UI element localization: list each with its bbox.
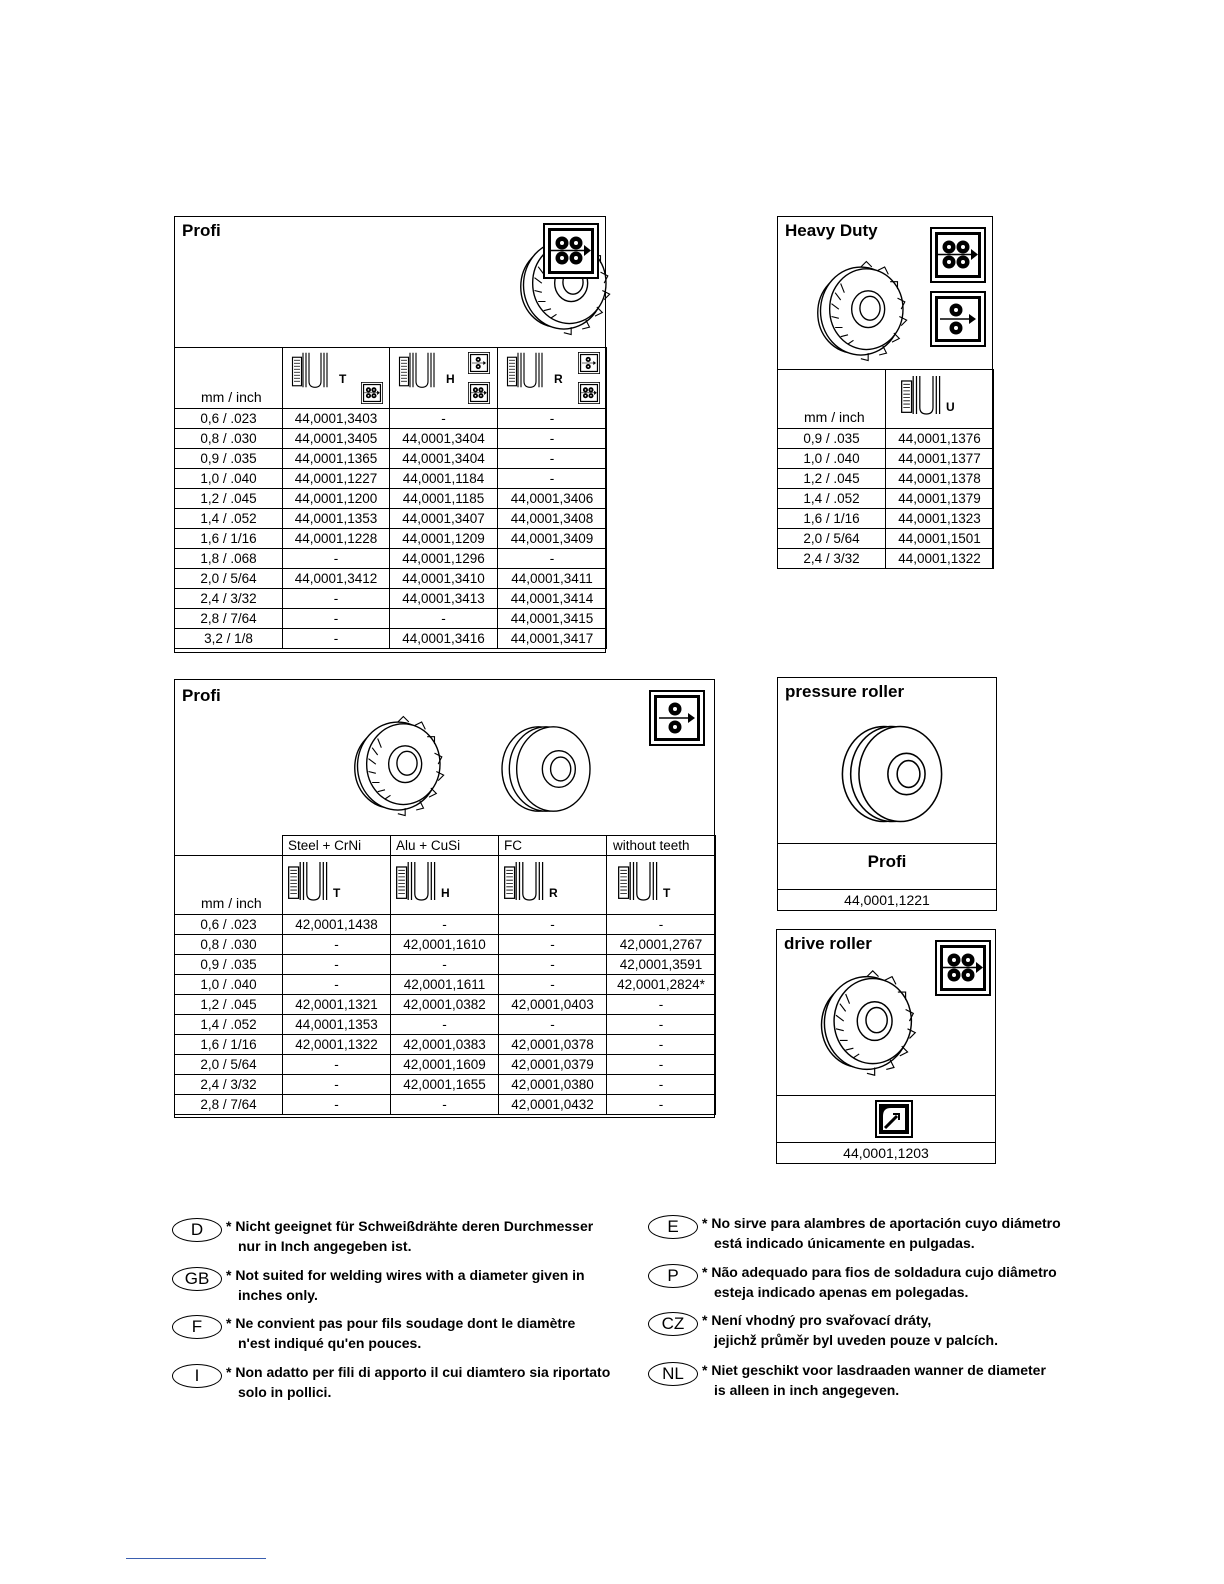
part-number-cell: 44,0001,3415	[498, 609, 607, 629]
part-number-cell: 42,0001,0432	[499, 1095, 607, 1115]
part-number-cell: 44,0001,1322	[886, 549, 994, 569]
groove-u-header: U	[886, 370, 994, 429]
part-number-cell: 42,0001,2767	[607, 935, 716, 955]
pressure-roller-name: Profi	[867, 852, 907, 871]
language-code-badge: GB	[172, 1267, 222, 1291]
part-number-cell: 42,0001,1322	[283, 1035, 391, 1055]
wire-feed-icon	[875, 1100, 913, 1138]
part-number-cell: -	[498, 449, 607, 469]
part-number-cell: 44,0001,3411	[498, 569, 607, 589]
groove-t-no-teeth-icon	[617, 860, 683, 902]
diameter-cell: 0,6 / .023	[175, 915, 283, 935]
profi-bottom-table	[174, 835, 716, 1115]
part-number-cell: 44,0001,1296	[390, 549, 498, 569]
table-row	[175, 1075, 716, 1095]
mm-inch-header: mm / inch	[175, 348, 283, 409]
mm-inch-header: mm / inch	[778, 370, 886, 429]
part-number-cell: 44,0001,3407	[390, 509, 498, 529]
table-row	[175, 509, 607, 529]
part-number-cell: 44,0001,1228	[283, 529, 390, 549]
part-number-cell: 44,0001,1379	[886, 489, 994, 509]
table-row	[175, 469, 607, 489]
table-row	[778, 489, 994, 509]
part-number-cell: -	[391, 915, 499, 935]
part-number-cell: 42,0001,1611	[391, 975, 499, 995]
note-line-2: is alleen in inch angegeven.	[714, 1382, 900, 1398]
part-number-cell: 44,0001,3406	[498, 489, 607, 509]
note-text	[226, 1313, 575, 1353]
part-number-cell: 42,0001,1438	[283, 915, 391, 935]
part-number-cell: -	[283, 935, 391, 955]
four-roll-drive-icon	[930, 227, 986, 283]
two-roll-drive-icon	[930, 291, 986, 347]
part-number-cell: -	[283, 609, 390, 629]
four-roll-icon	[468, 382, 490, 404]
diameter-cell: 1,6 / 1/16	[175, 529, 283, 549]
part-number-cell: -	[607, 1015, 716, 1035]
diameter-cell: 1,6 / 1/16	[175, 1035, 283, 1055]
part-number-cell: -	[283, 589, 390, 609]
part-number-cell: 42,0001,0383	[391, 1035, 499, 1055]
heavy-duty-gear-icon	[804, 253, 914, 369]
part-number-cell: -	[607, 1035, 716, 1055]
two-roll-drive-icon	[649, 690, 705, 746]
part-number-cell: -	[498, 429, 607, 449]
table-row	[778, 529, 994, 549]
diameter-cell: 1,2 / .045	[175, 995, 283, 1015]
diameter-cell: 2,0 / 5/64	[778, 529, 886, 549]
language-note	[648, 1310, 998, 1350]
diameter-cell: 1,4 / .052	[778, 489, 886, 509]
drive-gear-icon	[807, 956, 923, 1090]
part-number-cell: 44,0001,3409	[498, 529, 607, 549]
note-line-1: * Not suited for welding wires with a diameter given in	[226, 1267, 585, 1283]
diameter-cell: 1,0 / .040	[175, 975, 283, 995]
pressure-roller-title: pressure roller	[785, 682, 905, 701]
note-line-2: nur in Inch angegeben ist.	[238, 1238, 412, 1254]
note-line-1: * Ne convient pas pour fils soudage dont le diamètre	[226, 1315, 576, 1331]
note-line-1: * Non adatto per fili di apporto il cui diamtero sia riportato	[226, 1364, 611, 1380]
diameter-cell: 1,0 / .040	[175, 469, 283, 489]
table-row	[175, 529, 607, 549]
pressure-roller-divider	[778, 889, 996, 890]
table-row	[175, 1035, 716, 1055]
part-number-cell: 44,0001,1227	[283, 469, 390, 489]
language-code-badge: E	[648, 1215, 698, 1239]
four-roll-icon	[361, 382, 383, 404]
language-code-badge: D	[172, 1218, 222, 1242]
four-roll-drive-icon	[543, 223, 599, 279]
drive-roller-title: drive roller	[784, 934, 872, 953]
table-row	[175, 1015, 716, 1035]
two-roll-icon	[468, 352, 490, 374]
part-number-cell: -	[283, 975, 391, 995]
part-number-cell: 44,0001,1209	[390, 529, 498, 549]
part-number-cell: 42,0001,0380	[499, 1075, 607, 1095]
diameter-cell: 1,8 / .068	[175, 549, 283, 569]
diameter-cell: 1,4 / .052	[175, 1015, 283, 1035]
table-row	[778, 469, 994, 489]
drive-roller-part: 44,0001,1203	[843, 1145, 929, 1161]
part-number-cell: -	[499, 935, 607, 955]
profi-top-panel	[174, 216, 606, 653]
table-row	[175, 935, 716, 955]
part-number-cell: -	[283, 549, 390, 569]
part-number-cell: 44,0001,1377	[886, 449, 994, 469]
note-line-2: solo in pollici.	[238, 1384, 332, 1400]
col-header-steel: Steel + CrNi	[283, 836, 391, 856]
pressure-roller-part: 44,0001,1221	[844, 892, 930, 908]
part-number-cell: 44,0001,1365	[283, 449, 390, 469]
footer-link-line	[126, 1558, 266, 1559]
language-code-badge: I	[172, 1364, 222, 1388]
note-text	[702, 1262, 1057, 1302]
diameter-cell: 2,0 / 5/64	[175, 1055, 283, 1075]
groove-t-header: T	[283, 348, 390, 409]
part-number-cell: -	[607, 995, 716, 1015]
pressure-roller-divider	[778, 843, 996, 844]
pressure-roller-icon	[830, 706, 954, 842]
note-line-1: * No sirve para alambres de aportación cuyo diámetro	[702, 1215, 1061, 1231]
four-roll-drive-icon	[935, 940, 991, 996]
table-row	[175, 1095, 716, 1115]
groove-u-icon	[900, 374, 966, 416]
diameter-cell: 0,9 / .035	[778, 429, 886, 449]
drive-roller-divider	[777, 1095, 995, 1096]
part-number-cell: 42,0001,0378	[499, 1035, 607, 1055]
language-note	[648, 1262, 1057, 1302]
part-number-cell: 44,0001,3410	[390, 569, 498, 589]
note-line-2: esteja indicado apenas em polegadas.	[714, 1284, 969, 1300]
table-row	[175, 589, 607, 609]
table-row	[175, 995, 716, 1015]
part-number-cell: -	[607, 1095, 716, 1115]
language-note	[172, 1313, 575, 1353]
language-note	[648, 1213, 1061, 1253]
col-header-fc: FC	[499, 836, 607, 856]
drive-roller-divider	[777, 1142, 995, 1143]
diameter-cell: 0,6 / .023	[175, 409, 283, 429]
table-row	[778, 449, 994, 469]
part-number-cell: 44,0001,1376	[886, 429, 994, 449]
language-note	[172, 1216, 593, 1256]
note-line-1: * Není vhodný pro svařovací dráty,	[702, 1312, 932, 1328]
part-number-cell: 44,0001,3412	[283, 569, 390, 589]
diameter-cell: 2,8 / 7/64	[175, 609, 283, 629]
part-number-cell: -	[498, 549, 607, 569]
part-number-cell: -	[498, 469, 607, 489]
groove-t-no-teeth-header: T	[607, 856, 716, 915]
profi-top-table	[174, 347, 607, 649]
two-roll-icon	[578, 352, 600, 374]
language-note	[648, 1360, 1046, 1400]
note-text	[702, 1310, 998, 1350]
profi-bottom-panel	[174, 679, 715, 1118]
diameter-cell: 0,8 / .030	[175, 429, 283, 449]
table-row	[175, 569, 607, 589]
diameter-cell: 1,0 / .040	[778, 449, 886, 469]
language-code-badge: NL	[648, 1362, 698, 1386]
part-number-cell: 42,0001,2824*	[607, 975, 716, 995]
part-number-cell: -	[498, 409, 607, 429]
note-line-2: jejichž průměr byl uveden pouze v palcích.	[714, 1332, 998, 1348]
part-number-cell: -	[499, 955, 607, 975]
part-number-cell: -	[499, 975, 607, 995]
col-header-alu: Alu + CuSi	[391, 836, 499, 856]
part-number-cell: 42,0001,0382	[391, 995, 499, 1015]
groove-r-icon	[503, 860, 569, 902]
col-header-without-teeth: without teeth	[607, 836, 716, 856]
part-number-cell: 42,0001,1610	[391, 935, 499, 955]
diameter-cell: 0,8 / .030	[175, 935, 283, 955]
part-number-cell: -	[391, 1095, 499, 1115]
table-row	[175, 489, 607, 509]
part-number-cell: 44,0001,1353	[283, 1015, 391, 1035]
part-number-cell: -	[283, 1075, 391, 1095]
diameter-cell: 1,4 / .052	[175, 509, 283, 529]
part-number-cell: -	[607, 1055, 716, 1075]
groove-r-header: R	[499, 856, 607, 915]
mm-inch-header: mm / inch	[175, 856, 283, 915]
part-number-cell: 44,0001,3417	[498, 629, 607, 649]
part-number-cell: -	[391, 955, 499, 975]
diameter-cell: 2,8 / 7/64	[175, 1095, 283, 1115]
diameter-cell: 2,0 / 5/64	[175, 569, 283, 589]
diameter-cell: 1,6 / 1/16	[778, 509, 886, 529]
diameter-cell: 2,4 / 3/32	[175, 1075, 283, 1095]
note-text	[226, 1362, 610, 1402]
table-row	[175, 549, 607, 569]
groove-t-icon	[287, 860, 353, 902]
groove-h-header: H	[391, 856, 499, 915]
note-line-2: inches only.	[238, 1287, 318, 1303]
part-number-cell: 44,0001,1185	[390, 489, 498, 509]
drive-roller-panel	[776, 929, 996, 1164]
part-number-cell: -	[283, 1055, 391, 1075]
part-number-cell: 44,0001,1200	[283, 489, 390, 509]
language-code-badge: P	[648, 1264, 698, 1288]
diameter-cell: 2,4 / 3/32	[175, 589, 283, 609]
note-line-1: * Nicht geeignet für Schweißdrähte deren Durchmesser	[226, 1218, 594, 1234]
part-number-cell: 44,0001,1323	[886, 509, 994, 529]
part-number-cell: -	[283, 955, 391, 975]
table-row	[175, 429, 607, 449]
profi-top-title: Profi	[182, 221, 221, 240]
part-number-cell: -	[390, 409, 498, 429]
heavy-duty-title: Heavy Duty	[785, 221, 878, 240]
part-number-cell: -	[391, 1015, 499, 1035]
note-text	[702, 1360, 1046, 1400]
part-number-cell: 42,0001,1609	[391, 1055, 499, 1075]
part-number-cell: 42,0001,3591	[607, 955, 716, 975]
part-number-cell: 44,0001,3408	[498, 509, 607, 529]
note-line-1: * Não adequado para fios de soldadura cujo diâmetro	[702, 1264, 1057, 1280]
part-number-cell: 44,0001,3405	[283, 429, 390, 449]
part-number-cell: -	[499, 915, 607, 935]
language-code-badge: CZ	[648, 1312, 698, 1336]
part-number-cell: 42,0001,0403	[499, 995, 607, 1015]
diameter-cell: 1,2 / .045	[175, 489, 283, 509]
language-code-badge: F	[172, 1315, 222, 1339]
table-row	[778, 429, 994, 449]
part-number-cell: 44,0001,3416	[390, 629, 498, 649]
note-line-2: está indicado únicamente en pulgadas.	[714, 1235, 975, 1251]
diameter-cell: 3,2 / 1/8	[175, 629, 283, 649]
part-number-cell: 44,0001,3413	[390, 589, 498, 609]
part-number-cell: 44,0001,1353	[283, 509, 390, 529]
pressure-roller-panel	[777, 677, 997, 911]
heavy-duty-table	[777, 369, 994, 569]
part-number-cell: -	[607, 915, 716, 935]
groove-r-header: R	[498, 348, 607, 409]
table-row	[175, 609, 607, 629]
part-number-cell: 44,0001,3404	[390, 429, 498, 449]
table-row	[778, 509, 994, 529]
groove-h-icon	[395, 860, 461, 902]
four-roll-icon	[578, 382, 600, 404]
groove-t-header: T	[283, 856, 391, 915]
part-number-cell: 44,0001,3404	[390, 449, 498, 469]
note-text	[226, 1265, 585, 1305]
table-row	[175, 915, 716, 935]
groove-h-header: H	[390, 348, 498, 409]
part-number-cell: 42,0001,0379	[499, 1055, 607, 1075]
note-text	[226, 1216, 593, 1256]
table-row	[175, 409, 607, 429]
table-row	[175, 449, 607, 469]
part-number-cell: 44,0001,1378	[886, 469, 994, 489]
part-number-cell: -	[607, 1075, 716, 1095]
part-number-cell: -	[390, 609, 498, 629]
part-number-cell: 44,0001,3414	[498, 589, 607, 609]
part-number-cell: 44,0001,3403	[283, 409, 390, 429]
table-row	[175, 629, 607, 649]
diameter-cell: 0,9 / .035	[175, 449, 283, 469]
note-line-1: * Niet geschikt voor lasdraaden wanner de diameter	[702, 1362, 1046, 1378]
diameter-cell: 1,2 / .045	[778, 469, 886, 489]
table-row	[175, 975, 716, 995]
part-number-cell: 44,0001,1501	[886, 529, 994, 549]
pressure-roller-icon	[491, 710, 601, 828]
part-number-cell: 44,0001,1184	[390, 469, 498, 489]
part-number-cell: -	[283, 629, 390, 649]
note-line-2: n'est indiqué qu'en pouces.	[238, 1335, 422, 1351]
language-note	[172, 1265, 585, 1305]
table-row	[778, 549, 994, 569]
part-number-cell: 42,0001,1321	[283, 995, 391, 1015]
drive-gear-icon	[341, 704, 451, 828]
part-number-cell: -	[499, 1015, 607, 1035]
diameter-cell: 2,4 / 3/32	[778, 549, 886, 569]
diameter-cell: 0,9 / .035	[175, 955, 283, 975]
heavy-duty-panel	[777, 216, 993, 569]
profi-bottom-title: Profi	[182, 686, 221, 705]
table-row	[175, 1055, 716, 1075]
part-number-cell: 42,0001,1655	[391, 1075, 499, 1095]
note-text	[702, 1213, 1061, 1253]
part-number-cell: -	[283, 1095, 391, 1115]
table-row	[175, 955, 716, 975]
language-note	[172, 1362, 610, 1402]
